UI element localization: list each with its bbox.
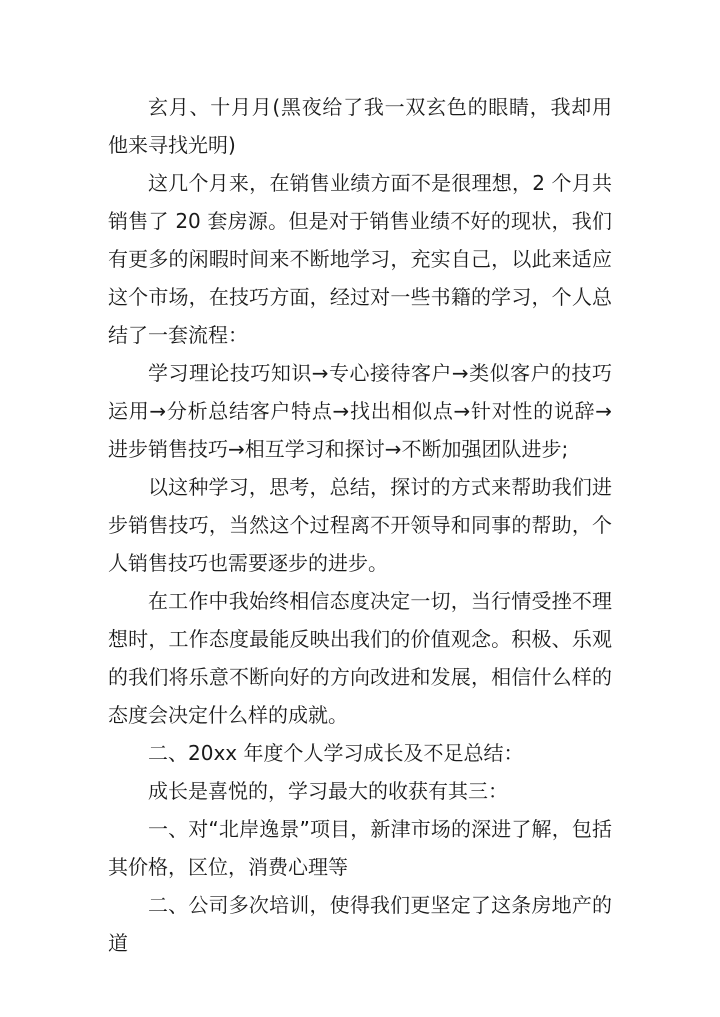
list-item-1: 一、对“北岸逸景”项目，新津市场的深进了解，包括其价格，区位，消费心理等 [108, 817, 612, 879]
paragraph-intro-quote: 玄月、十月月(黑夜给了我一双玄色的眼睛，我却用他来寻找光明) [108, 95, 612, 157]
document-body [108, 88, 612, 962]
paragraph-sales-summary: 这几个月来，在销售业绩方面不是很理想，2 个月共销售了 20 套房源。但是对于销售业绩不好的现状，我们有更多的闲暇时间来不断地学习，充实自己，以此来适应这个市场，在技巧方面，经过对一些书籍的学习，个人总结了一套流程： [108, 171, 612, 347]
list-item-2: 二、公司多次培训，使得我们更坚定了这条房地产的道 [108, 893, 612, 955]
paragraph-learning-process: 学习理论技巧知识→专心接待客户→类似客户的技巧运用→分析总结客户特点→找出相似点→针对性的说辞→进步销售技巧→相互学习和探讨→不断加强团队进步; [108, 361, 612, 461]
paragraph-growth-intro: 成长是喜悦的，学习最大的收获有其三： [148, 779, 508, 803]
section-heading-growth-summary: 二、20xx 年度个人学习成长及不足总结： [148, 741, 524, 765]
paragraph-work-attitude: 在工作中我始终相信态度决定一切，当行情受挫不理想时，工作态度最能反映出我们的价值观念。积极、乐观的我们将乐意不断向好的方向改进和发展，相信什么样的态度会决定什么样的成就。 [108, 589, 612, 727]
paragraph-learning-method: 以这种学习，思考，总结，探讨的方式来帮助我们进步销售技巧，当然这个过程离不开领导和同事的帮助，个人销售技巧也需要逐步的进步。 [108, 475, 612, 575]
